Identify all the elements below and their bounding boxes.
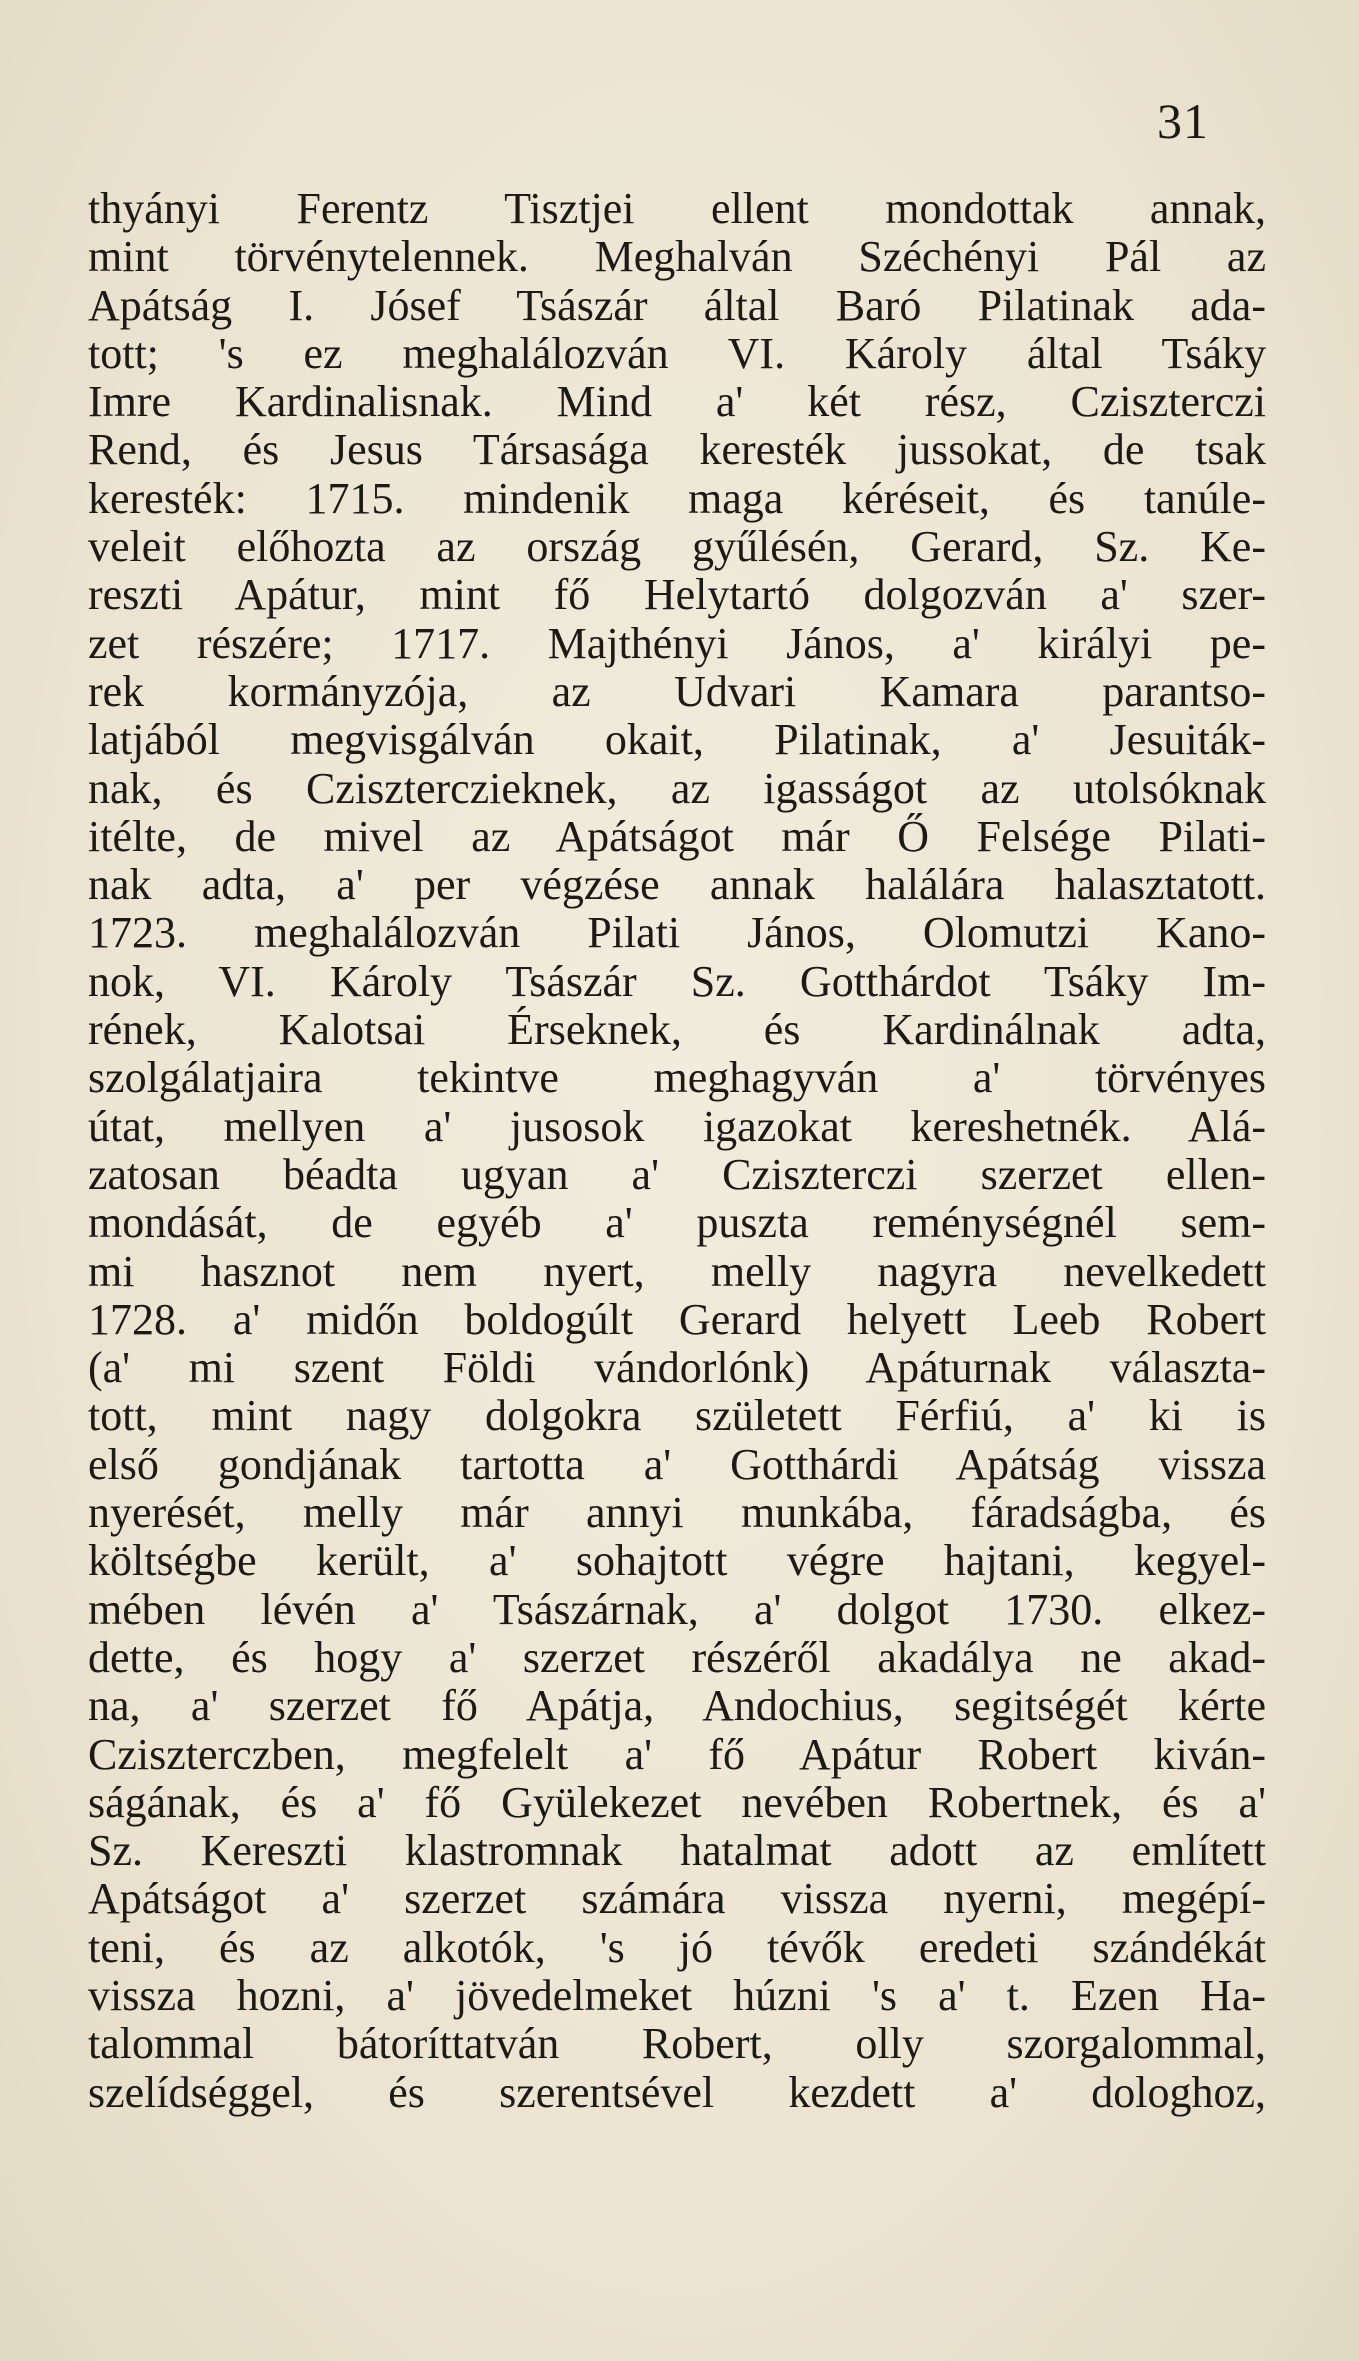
text-line: keresték: 1715. mindenik maga kéréseit, és tanúle- [88, 474, 1266, 523]
text-line: nak, és Cziszterczieknek, az igasságot az utolsóknak [88, 764, 1266, 813]
text-line: zet részére; 1717. Majthényi János, a' királyi pe- [88, 619, 1266, 668]
text-line: mi hasznot nem nyert, melly nagyra nevelkedett [88, 1247, 1266, 1296]
text-line: Cziszterczben, megfelelt a' fő Apátur Robert kiván- [88, 1730, 1266, 1779]
body-text [88, 185, 1266, 2117]
text-line: teni, és az alkotók, 's jó tévők eredeti szándékát [88, 1923, 1266, 1972]
text-line: nak adta, a' per végzése annak halálára halasztatott. [88, 861, 1266, 910]
text-line: Sz. Kereszti klastromnak hatalmat adott az említett [88, 1827, 1266, 1876]
text-line: mint törvénytelennek. Meghalván Széchényi Pál az [88, 233, 1266, 282]
text-line: költségbe került, a' sohajtott végre hajtani, kegyel- [88, 1537, 1266, 1586]
text-line: vissza hozni, a' jövedelmeket húzni 's a' t. Ezen Ha- [88, 1971, 1266, 2020]
text-line: Imre Kardinalisnak. Mind a' két rész, Cziszterczi [88, 378, 1266, 427]
text-line: ságának, és a' fő Gyülekezet nevében Robertnek, és a' [88, 1778, 1266, 1827]
text-line: reszti Apátur, mint fő Helytartó dolgozván a' szer- [88, 571, 1266, 620]
text-line: Rend, és Jesus Társasága keresték jussokat, de tsak [88, 426, 1266, 475]
text-line: itélte, de mivel az Apátságot már Ő Felsége Pilati- [88, 812, 1266, 861]
text-line: nok, VI. Károly Tsászár Sz. Gotthárdot Tsáky Im- [88, 957, 1266, 1006]
text-line: na, a' szerzet fő Apátja, Andochius, segitségét kérte [88, 1682, 1266, 1731]
text-line: mondását, de egyéb a' puszta reménységnél sem- [88, 1199, 1266, 1248]
text-line: latjából megvisgálván okait, Pilatinak, a' Jesuiták- [88, 716, 1266, 765]
text-line: dette, és hogy a' szerzet részéről akadálya ne akad- [88, 1633, 1266, 1682]
text-line: szolgálatjaira tekintve meghagyván a' törvényes [88, 1054, 1266, 1103]
text-line: 1723. meghalálozván Pilati János, Olomutzi Kano- [88, 909, 1266, 958]
text-line: zatosan béadta ugyan a' Cziszterczi szerzet ellen- [88, 1150, 1266, 1199]
text-line: mében lévén a' Tsászárnak, a' dolgot 1730. elkez- [88, 1585, 1266, 1634]
text-line: tott; 's ez meghalálozván VI. Károly által Tsáky [88, 329, 1266, 378]
text-line: szelídséggel, és szerentsével kezdett a' dologhoz, [88, 2068, 1266, 2117]
text-line: Apátság I. Jósef Tsászár által Baró Pilatinak ada- [88, 281, 1266, 330]
text-line: nyerését, melly már annyi munkába, fáradságba, és [88, 1489, 1266, 1538]
text-line: (a' mi szent Földi vándorlónk) Apáturnak választa- [88, 1344, 1266, 1393]
text-line: Apátságot a' szerzet számára vissza nyerni, megépí- [88, 1875, 1266, 1924]
text-line: útat, mellyen a' jusosok igazokat kereshetnék. Alá- [88, 1102, 1266, 1151]
text-line: veleit előhozta az ország gyűlésén, Gerard, Sz. Ke- [88, 523, 1266, 572]
page-number: 31 [1157, 93, 1209, 149]
text-line: első gondjának tartotta a' Gotthárdi Apátság vissza [88, 1440, 1266, 1489]
text-line: thyányi Ferentz Tisztjei ellent mondottak annak, [88, 185, 1266, 233]
text-line: talommal bátoríttatván Robert, olly szorgalommal, [88, 2020, 1266, 2069]
text-line: 1728. a' midőn boldogúlt Gerard helyett Leeb Robert [88, 1295, 1266, 1344]
text-line: rének, Kalotsai Érseknek, és Kardinálnak adta, [88, 1006, 1266, 1055]
text-line: rek kormányzója, az Udvari Kamara parantso- [88, 667, 1266, 716]
text-line: tott, mint nagy dolgokra született Férfiú, a' ki is [88, 1392, 1266, 1441]
